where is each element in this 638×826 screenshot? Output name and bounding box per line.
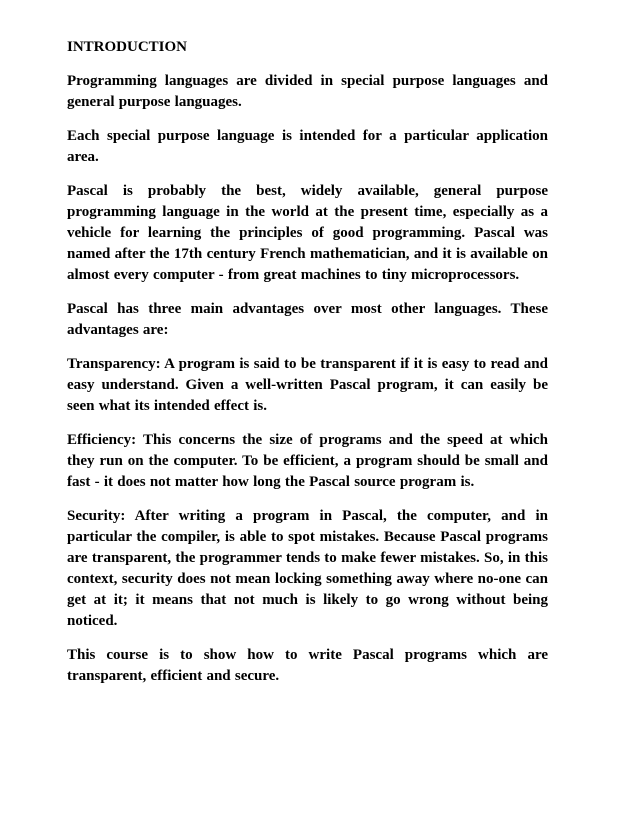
paragraph-language-types: Programming languages are divided in special purpose languages and general purpose languages. xyxy=(67,73,548,110)
page-title: INTRODUCTION xyxy=(67,39,188,55)
paragraph-advantages-intro: Pascal has three main advantages over most other languages. These advantages are: xyxy=(67,301,548,338)
paragraph-security: Security: After writing a program in Pascal, the computer, and in particular the compiler, is able to spot mistakes. Because Pascal programs are transparent, the programmer tends to make fewer mistakes. So, in this context, security does not mean locking something away where no-one can get at it; it means that not much is likely to go wrong without being noticed. xyxy=(67,508,548,629)
paragraph-transparency: Transparency: A program is said to be transparent if it is easy to read and easy understand. Given a well-written Pascal program, it can easily be seen what its intended effect is. xyxy=(67,356,548,414)
paragraph-efficiency: Efficiency: This concerns the size of programs and the speed at which they run on the computer. To be efficient, a program should be small and fast - it does not matter how long the Pascal source program is. xyxy=(67,432,548,490)
paragraph-special-purpose: Each special purpose language is intended for a particular application area. xyxy=(67,128,548,165)
paragraph-pascal-overview: Pascal is probably the best, widely available, general purpose programming language in the world at the present time, especially as a vehicle for learning the principles of good programming. Pascal was named after the 17th century French mathematician, and it is available on almost every computer - from great machines to tiny microprocessors. xyxy=(67,183,548,283)
paragraph-course-goal: This course is to show how to write Pascal programs which are transparent, efficient and secure. xyxy=(67,647,548,684)
